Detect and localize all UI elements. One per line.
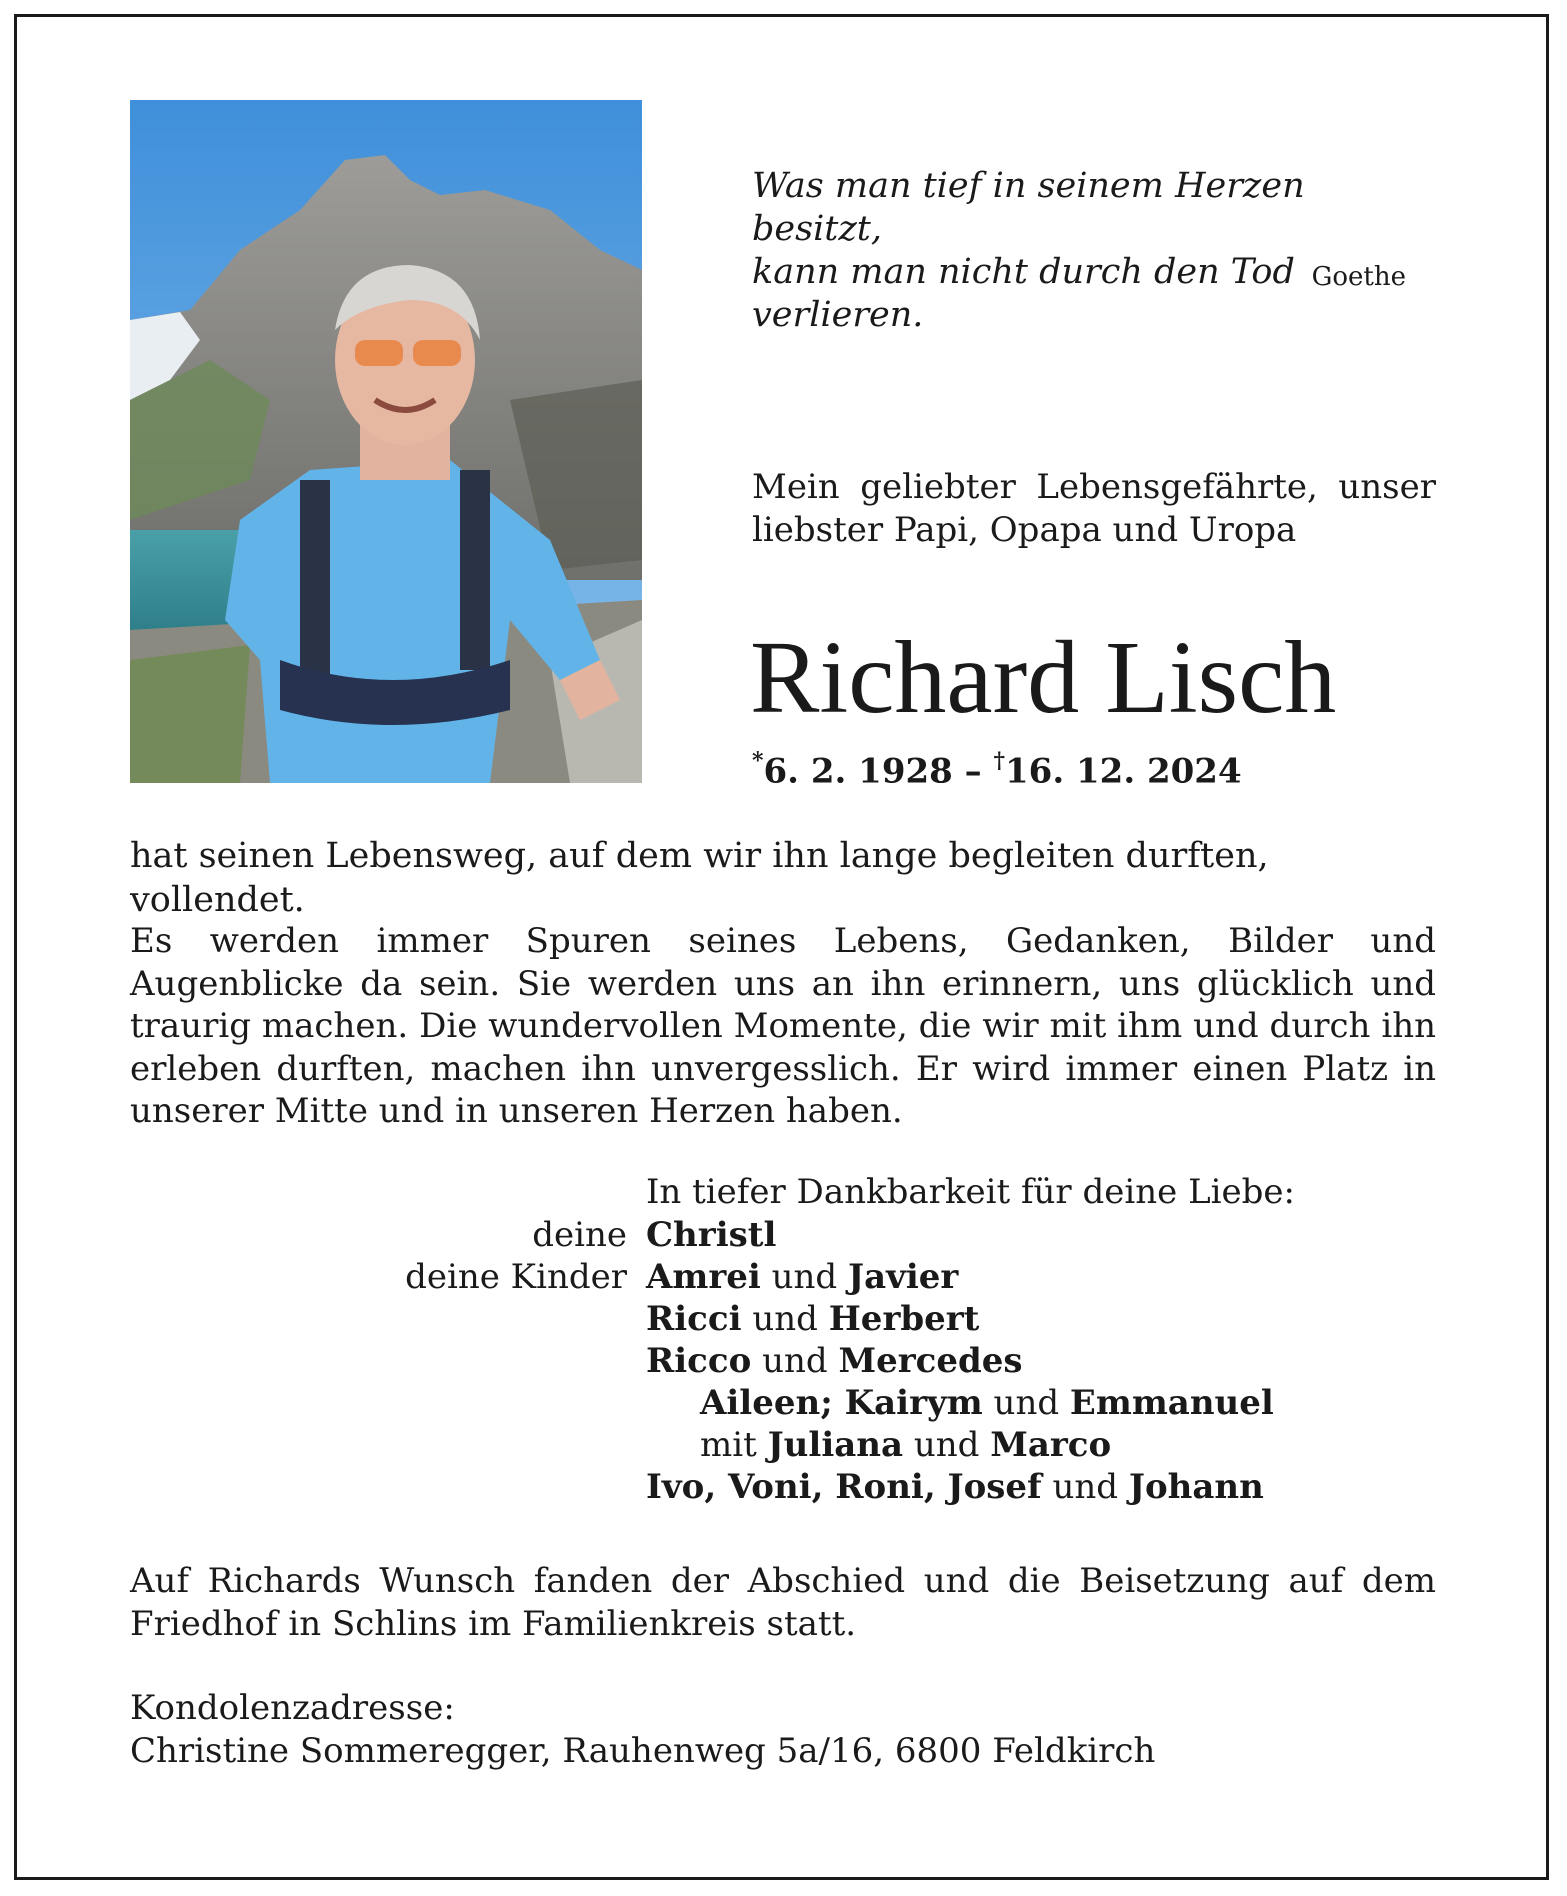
- other-names: Ivo, Voni, Roni, Josef: [646, 1467, 1042, 1507]
- connector-mit: mit: [700, 1425, 757, 1465]
- quote: [752, 165, 1432, 337]
- family-child-3: [646, 1341, 1023, 1381]
- label-children: deine Kinder: [405, 1257, 627, 1297]
- connector: und: [762, 1341, 828, 1381]
- family-great-grandchildren: [700, 1425, 1111, 1465]
- paragraph-funeral: Auf Richards Wunsch fanden der Abschied und die Beisetzung auf dem Friedhof in Schlins im Familienkreis statt.: [130, 1561, 1436, 1644]
- condolence-address: Christine Sommeregger, Rauhenweg 5a/16, 6800 Feldkirch: [130, 1731, 1156, 1771]
- quote-line-1: Was man tief in seinem Herzen besitzt,: [752, 166, 1305, 249]
- connector: und: [771, 1257, 838, 1297]
- paragraph-lifepath: hat seinen Lebensweg, auf dem wir ihn lange begleiten durften, vollendet.: [130, 836, 1269, 920]
- death-symbol: †: [993, 748, 1006, 774]
- child-partner-name: Mercedes: [838, 1341, 1023, 1381]
- grandchild-names: Aileen; Kairym: [700, 1383, 983, 1423]
- birth-symbol: *: [752, 748, 764, 774]
- family-child-1: [646, 1257, 958, 1297]
- quote-author: Goethe: [1311, 262, 1406, 292]
- child-name: Amrei: [646, 1257, 761, 1297]
- thanks-line: In tiefer Dankbarkeit für deine Liebe:: [646, 1172, 1295, 1212]
- family-child-2: [646, 1299, 979, 1339]
- connector: und: [993, 1383, 1060, 1423]
- date-separator: –: [952, 751, 994, 792]
- family-grandchildren: [700, 1383, 1274, 1423]
- connector: und: [752, 1299, 818, 1339]
- birth-date: 6. 2. 1928: [763, 751, 953, 792]
- great-grandchild-name: Marco: [990, 1425, 1112, 1465]
- child-partner-name: Herbert: [828, 1299, 980, 1339]
- child-name: Ricco: [646, 1341, 752, 1381]
- quote-line-2: kann man nicht durch den Tod verlieren.: [752, 252, 1295, 335]
- child-name: Ricci: [646, 1299, 742, 1339]
- great-grandchild-name: Juliana: [767, 1425, 904, 1465]
- portrait-photo: [130, 100, 642, 783]
- life-dates: [752, 750, 1252, 791]
- partner-name: Christl: [646, 1215, 777, 1255]
- condolence-label: Kondolenzadresse:: [130, 1688, 455, 1728]
- label-partner: deine: [532, 1215, 627, 1255]
- death-date: 16. 12. 2024: [1005, 751, 1242, 792]
- family-others: [646, 1467, 1264, 1507]
- connector: und: [1052, 1467, 1119, 1507]
- grandchild-partner-name: Emmanuel: [1069, 1383, 1274, 1423]
- family-partner: [646, 1215, 776, 1255]
- other-name-last: Johann: [1128, 1467, 1264, 1507]
- paragraph-memories: Es werden immer Spuren seines Lebens, Gedanken, Bilder und Augenblicke da sein. Sie werden uns an ihn erinnern, uns glücklich und traurig machen. Die wundervollen Momente, die wir mit ihm und durch ihn erleben durften, machen ihn unvergesslich. Er wird immer einen Platz in unserer Mitte und in unseren Herzen haben.: [130, 921, 1436, 1131]
- intro-text: Mein geliebter Lebensgefährte, unser liebster Papi, Opapa und Uropa: [752, 467, 1436, 550]
- deceased-name: Richard Lisch: [750, 620, 1337, 735]
- connector: und: [913, 1425, 980, 1465]
- child-partner-name: Javier: [848, 1257, 959, 1297]
